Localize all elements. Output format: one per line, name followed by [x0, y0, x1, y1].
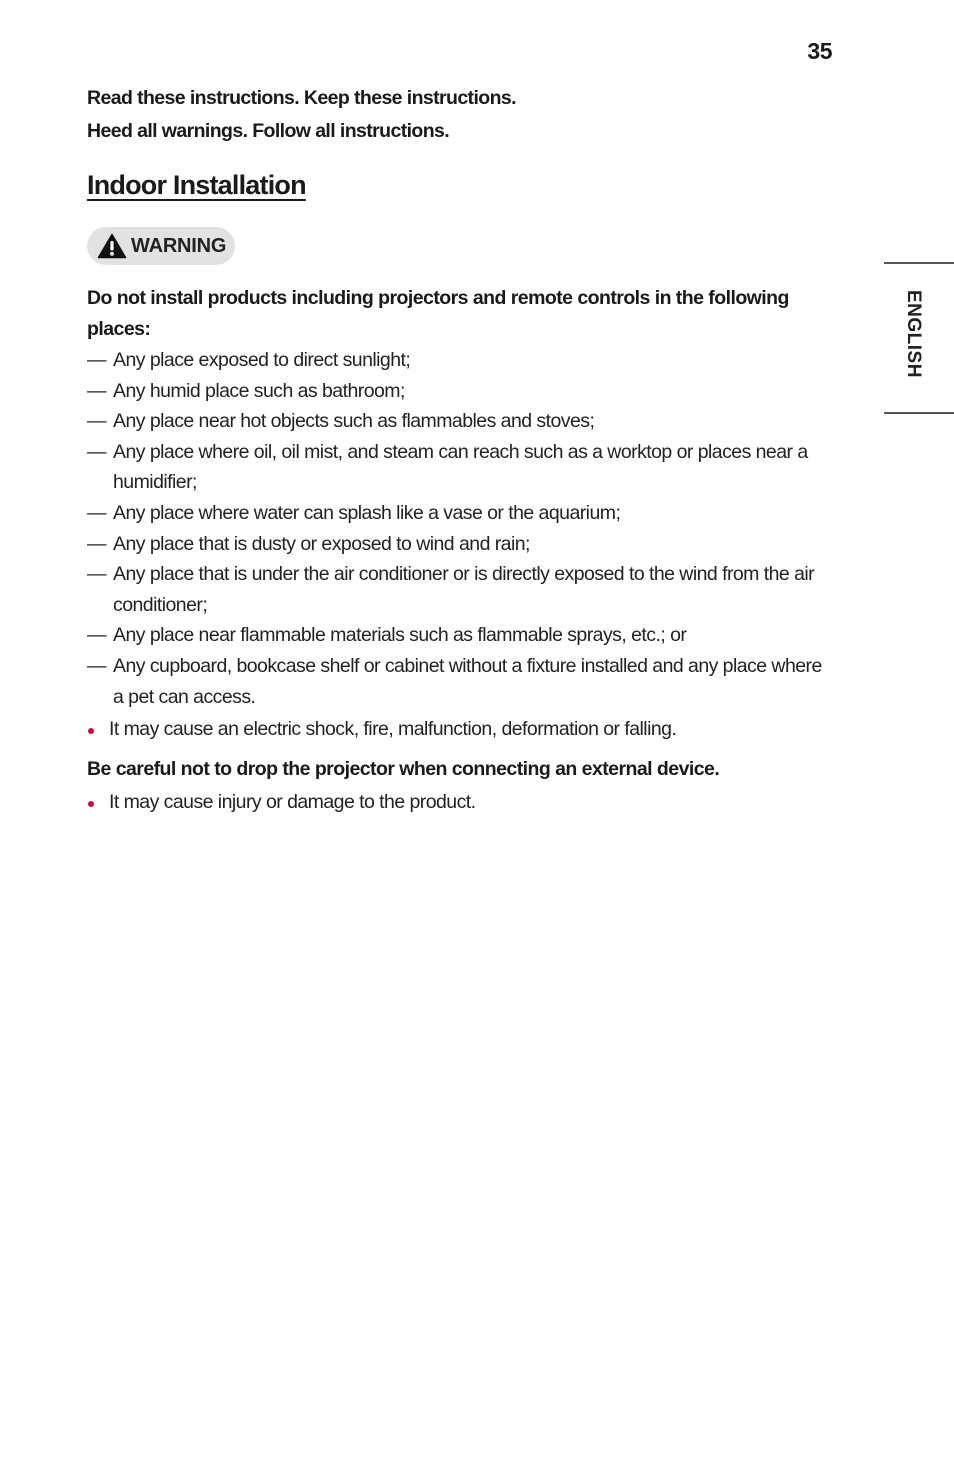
bullet-dot-icon	[88, 801, 94, 807]
list-item: — Any place that is dusty or exposed to wind and rain;	[87, 532, 530, 555]
section-title: Indoor Installation	[87, 170, 306, 200]
warning-triangle-icon	[97, 233, 127, 259]
language-tab	[884, 262, 954, 414]
list-item: — Any place where oil, oil mist, and steam can reach such as a worktop or places near a humidifier;	[87, 440, 808, 494]
list-item: — Any place that is under the air conditioner or is directly exposed to the wind from the air conditioner;	[87, 563, 815, 616]
bullet-dot-icon	[88, 728, 94, 734]
consequence-bullet: It may cause an electric shock, fire, malfunction, deformation or falling.	[87, 714, 822, 745]
intro-line-2: Heed all warnings. Follow all instructions.	[87, 120, 450, 142]
list-item: — Any humid place such as bathroom;	[87, 379, 405, 402]
list-item: — Any place near hot objects such as flammables and stoves;	[87, 410, 595, 433]
intro-line-1: Read these instructions. Keep these instructions.	[87, 87, 516, 109]
warning-badge	[87, 227, 235, 265]
list-item: — Any place exposed to direct sunlight;	[87, 349, 411, 371]
list-item: — Any cupboard, bookcase shelf or cabinet without a fixture installed and any place where a pet can access.	[87, 654, 822, 708]
warning-heading-install: Do not install products including projectors and remote controls in the following places:	[87, 287, 789, 340]
page-number: 35	[807, 38, 832, 64]
list-item: — Any place near flammable materials such as flammable sprays, etc.; or	[87, 624, 687, 647]
intro-instructions	[87, 82, 516, 148]
warning-content	[87, 283, 822, 818]
restricted-places-list	[87, 345, 822, 712]
warning-heading-drop: Be careful not to drop the projector when connecting an external device.	[87, 758, 720, 781]
warning-label: WARNING	[131, 234, 227, 257]
list-item: — Any place where water can splash like a vase or the aquarium;	[87, 501, 621, 524]
consequence-bullet: It may cause injury or damage to the product.	[87, 787, 822, 818]
language-tab-label: ENGLISH	[903, 290, 924, 378]
